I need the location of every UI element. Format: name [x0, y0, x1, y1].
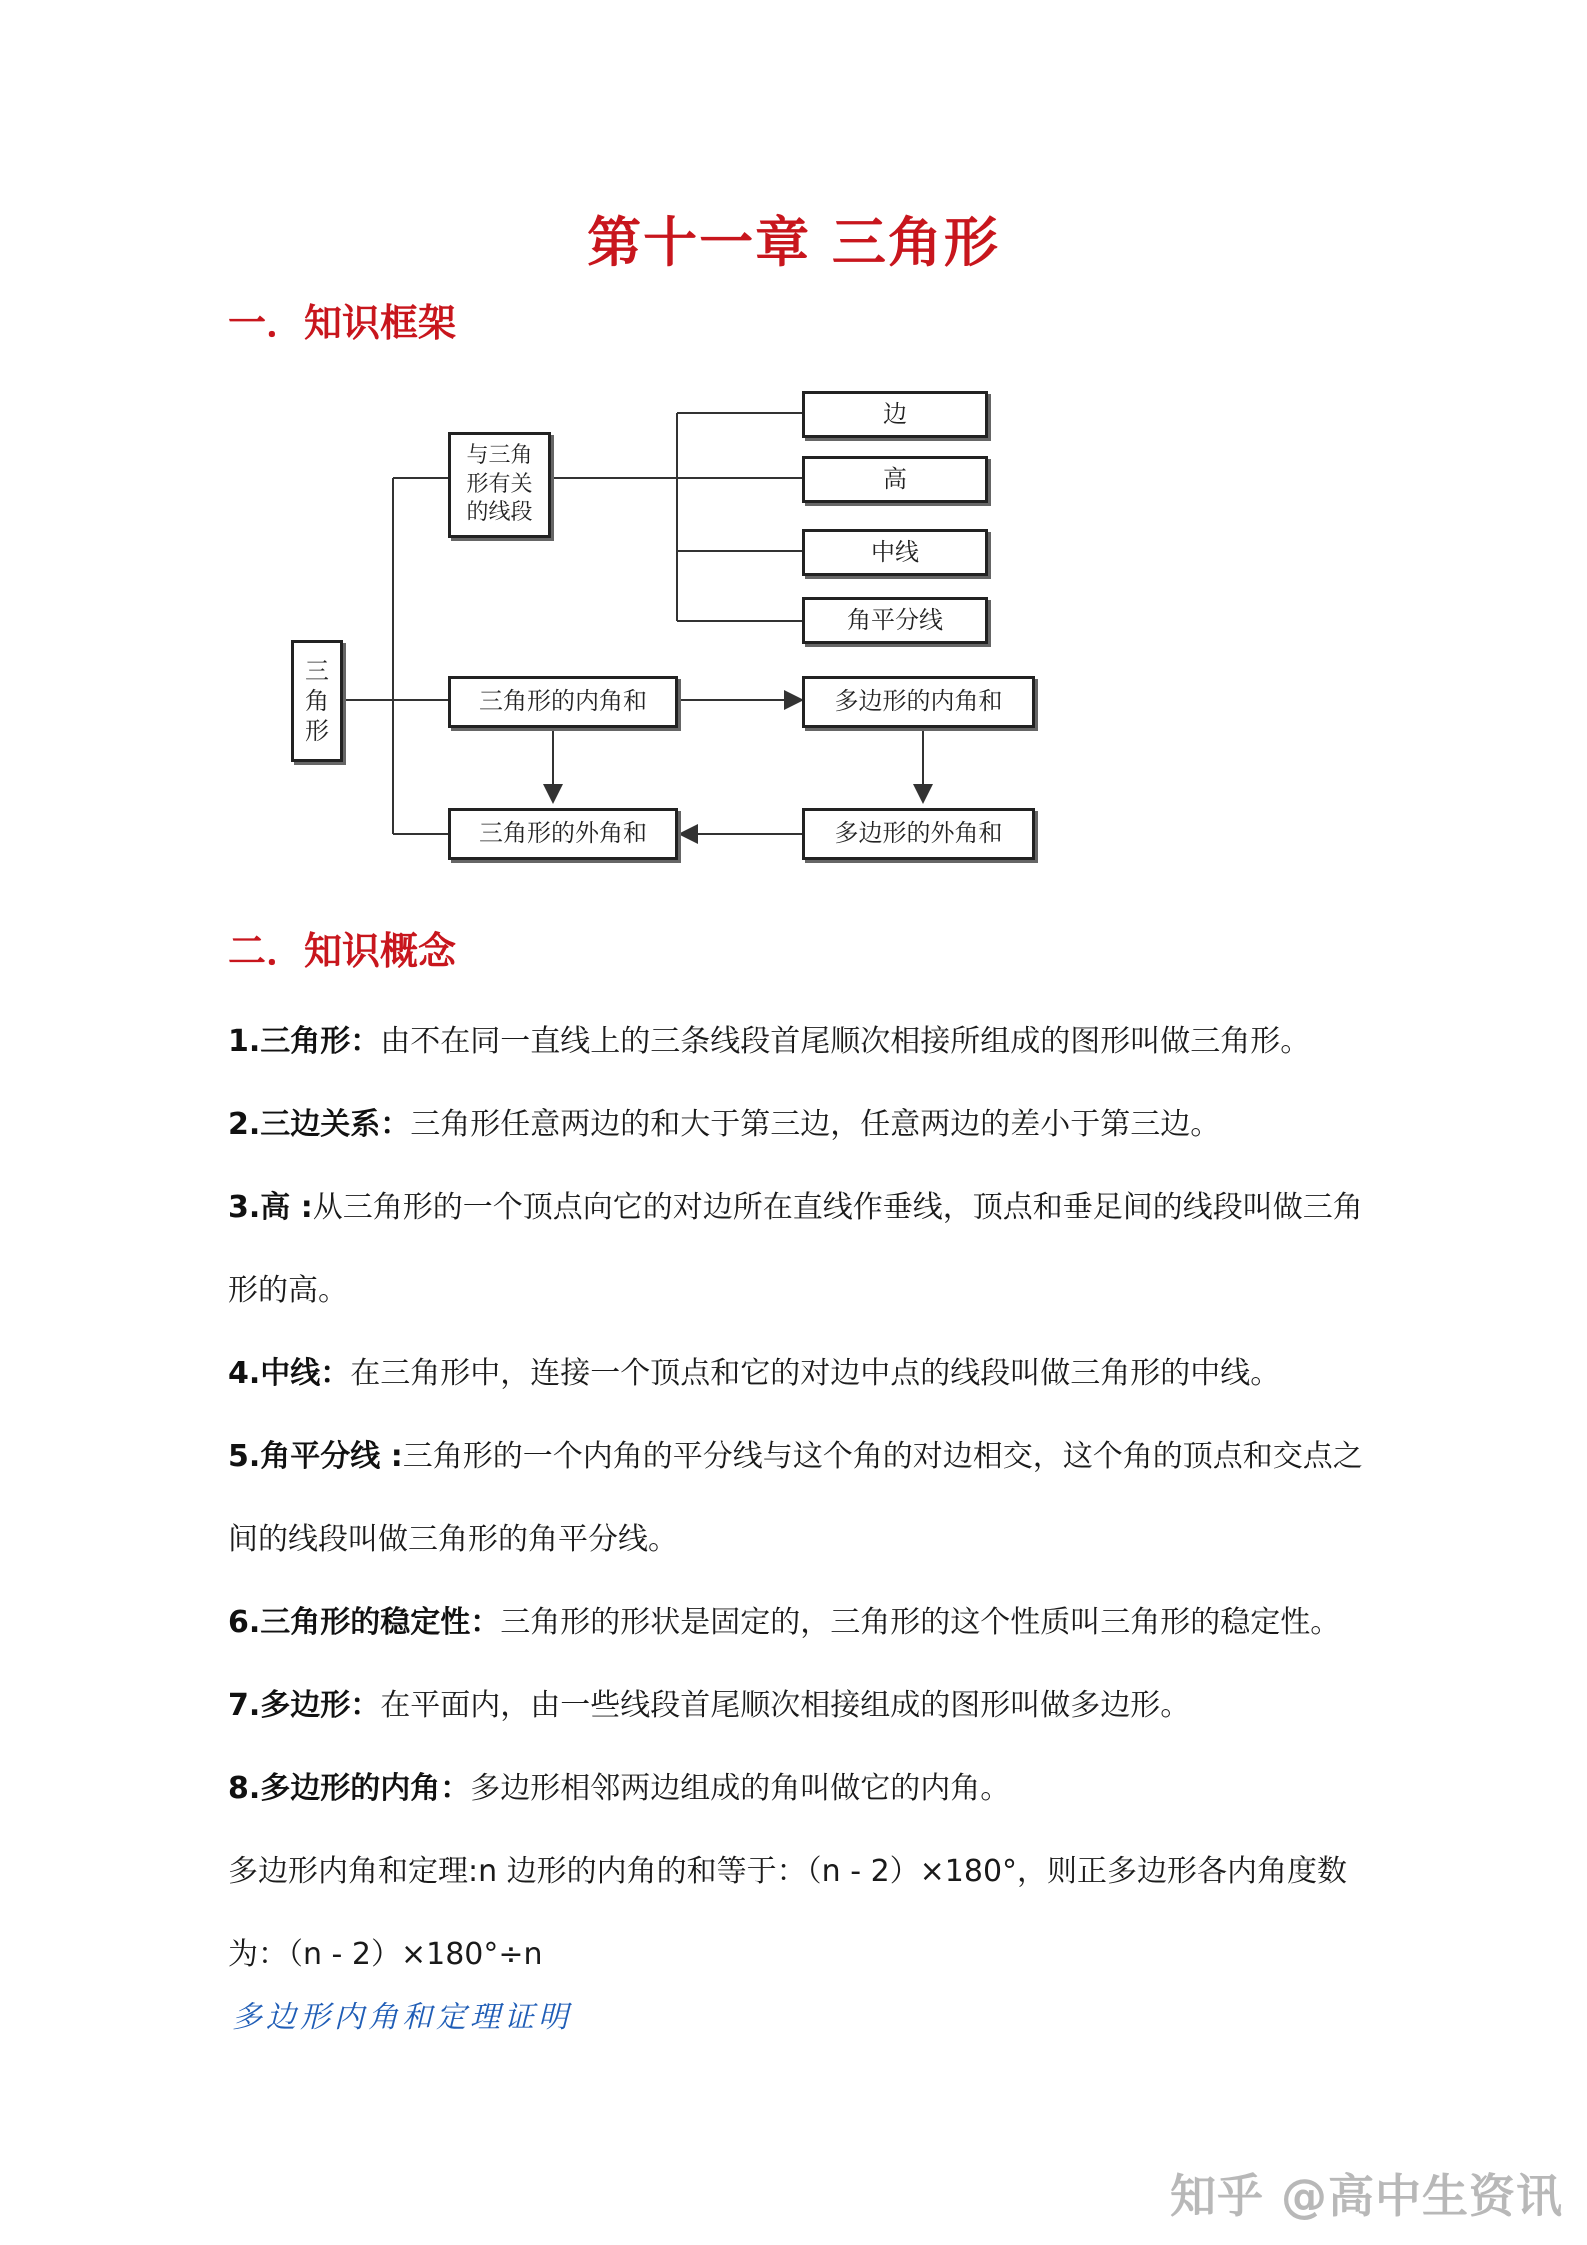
- root-triangle-label: 三 角 形: [305, 657, 329, 745]
- section-heading-framework: 一．知识框架: [228, 301, 457, 345]
- concept-text: 三角形的形状是固定的，三角形的这个性质叫三角形的稳定性。: [500, 1605, 1341, 1640]
- triangle-interior-sum-box: [448, 676, 678, 728]
- polygon-interior-sum-label: 多边形的内角和: [834, 687, 1003, 716]
- concept-item: [228, 1415, 1388, 1581]
- segment-box-side: [802, 391, 988, 438]
- segment-label-median: 中线: [871, 537, 919, 566]
- concept-text: 在平面内，由一些线段首尾顺次相接组成的图形叫做多边形。: [380, 1688, 1191, 1723]
- triangle-exterior-sum-label: 三角形的外角和: [479, 819, 647, 848]
- concept-term: 3.高 :: [228, 1190, 313, 1225]
- concept-text: 由不在同一直线上的三条线段首尾顺次相接所组成的图形叫做三角形。: [380, 1024, 1311, 1059]
- concept-item: [228, 1166, 1388, 1332]
- concept-item: [228, 1581, 1388, 1664]
- concept-term: 8.多边形的内角：: [228, 1771, 471, 1806]
- concept-item: [228, 1332, 1388, 1415]
- concept-term: 7.多边形：: [228, 1688, 381, 1723]
- segment-label-altitude: 高: [883, 464, 907, 493]
- polygon-exterior-sum-box: [802, 808, 1035, 860]
- concept-list: [228, 1000, 1388, 1996]
- concept-item: [228, 1083, 1388, 1166]
- concept-text: 从三角形的一个顶点向它的对边所在直线作垂线，顶点和垂足间的线段叫做三角形的高。: [228, 1190, 1363, 1308]
- root-triangle-box: [291, 640, 343, 762]
- concept-term: 6.三角形的稳定性：: [228, 1605, 501, 1640]
- watermark: 知乎 @高中生资讯: [1170, 2169, 1564, 2223]
- concept-item: [228, 1664, 1388, 1747]
- segment-box-altitude: [802, 456, 988, 503]
- concept-term: 1.三角形：: [228, 1024, 381, 1059]
- concept-text: 多边形相邻两边组成的角叫做它的内角。: [470, 1771, 1011, 1806]
- segment-label-side: 边: [883, 399, 907, 428]
- segment-box-median: [802, 529, 988, 576]
- concept-text: 在三角形中，连接一个顶点和它的对边中点的线段叫做三角形的中线。: [350, 1356, 1281, 1391]
- chapter-title: 第十一章 三角形: [587, 211, 1000, 274]
- concept-term: 5.角平分线 :: [228, 1439, 403, 1474]
- segments-group-label: 与三角形有关的线段: [466, 443, 533, 526]
- polygon-exterior-sum-label: 多边形的外角和: [834, 819, 1003, 848]
- concept-term: 4.中线：: [228, 1356, 351, 1391]
- polygon-interior-sum-box: [802, 676, 1035, 728]
- proof-link[interactable]: 多边形内角和定理证明: [232, 2000, 572, 2035]
- concept-term: 2.三边关系：: [228, 1107, 411, 1142]
- section-heading-concepts: 二．知识概念: [228, 929, 457, 973]
- segment-label-bisector: 角平分线: [847, 605, 943, 634]
- triangle-interior-sum-label: 三角形的内角和: [479, 687, 647, 716]
- concept-text: 三角形的一个内角的平分线与这个角的对边相交，这个角的顶点和交点之间的线段叫做三角形的角平分线。: [228, 1439, 1363, 1557]
- segment-box-bisector: [802, 597, 988, 644]
- concept-item: [228, 1000, 1388, 1083]
- segments-group-box: [448, 432, 551, 538]
- concept-text: 三角形任意两边的和大于第三边，任意两边的差小于第三边。: [410, 1107, 1221, 1142]
- framework-connectors: [0, 0, 1587, 900]
- theorem-text: 多边形内角和定理:n 边形的内角的和等于：（n - 2）×180°，则正多边形各内角度数为：（n - 2）×180°÷n: [228, 1854, 1348, 1972]
- concept-item: [228, 1747, 1388, 1830]
- triangle-exterior-sum-box: [448, 808, 678, 860]
